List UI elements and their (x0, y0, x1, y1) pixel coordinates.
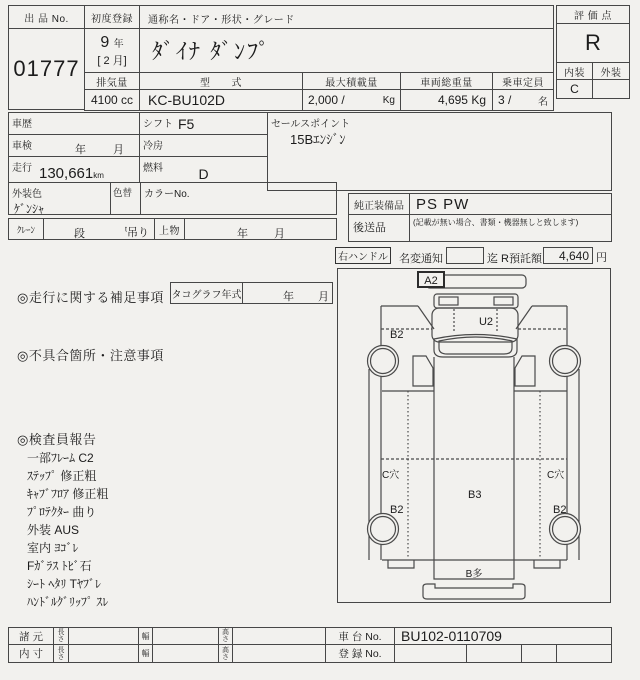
sales-point-label: セールスポイント (271, 119, 351, 130)
displacement-label: 排気量 (96, 77, 128, 89)
dims-height-value (232, 627, 326, 645)
damage-label-bed: B3 (468, 489, 482, 501)
model-value (139, 89, 303, 111)
deposit-box (543, 247, 593, 264)
capacity-value (492, 89, 554, 111)
chassis-no-text: BU102-0110709 (401, 628, 502, 644)
damage-label-rear: B多 (465, 569, 483, 580)
model-header (139, 72, 303, 90)
payload-amount: 2,000 / (308, 93, 345, 107)
damage-label-hole-right: C穴 (547, 470, 565, 481)
crane-lift-unit: 吊り (127, 227, 149, 239)
later-label: 後送品 (353, 222, 386, 234)
front-panel (434, 294, 518, 308)
lot-no-label: 出 品 No. (24, 13, 69, 25)
tachograph-value-cell (242, 282, 333, 304)
shift-label: シフト (143, 119, 173, 130)
dims-width-header (138, 627, 153, 645)
inner-height-value (232, 644, 326, 663)
gvw-value (400, 89, 493, 111)
payload-header (302, 72, 401, 90)
fuel-label: 燃料 (143, 163, 163, 174)
capacity-unit: 名 (538, 96, 548, 108)
interior-grade: C (556, 79, 593, 99)
body-label: 上物 (159, 225, 180, 237)
vehicle-name-value (139, 28, 554, 73)
windshield-inner (439, 337, 512, 354)
first-reg-year: 9 (100, 33, 110, 51)
inspector-item: ｷｬﾌﾞﾌﾛｱ 修正粗 (27, 487, 109, 501)
oem-label: 純正装備品 (354, 200, 404, 212)
model-label: 型 式 (200, 77, 242, 89)
defect-title: ◎不具合箇所・注意事項 (17, 348, 164, 363)
sales-point-box (267, 112, 612, 191)
body-label-cell (154, 218, 185, 240)
first-reg-value (84, 28, 140, 73)
lot-no-value: 01777 (8, 28, 85, 110)
history-cell (8, 112, 140, 135)
reg-no-cell-3 (521, 644, 557, 663)
inspector-item: ﾌﾟﾛﾃｸﾀｰ 曲り (27, 505, 97, 519)
inspection-label: 車検 (12, 141, 32, 152)
ac-cell (139, 134, 268, 157)
rhd-box (335, 247, 391, 264)
reg-no-cell-1 (394, 644, 467, 663)
interior-header (556, 62, 593, 80)
damage-label-front-left: B2 (390, 329, 404, 341)
name-label: 通称名・ドア・形状・グレード (148, 15, 295, 26)
mileage-cell (8, 156, 140, 183)
wheel-front-right (550, 346, 581, 377)
reg-no-cell-2 (466, 644, 522, 663)
payload-value (302, 89, 401, 111)
inner-length-header (53, 644, 69, 663)
mileage-note-title: ◎走行に関する補足事項 (17, 290, 164, 305)
reg-no-label: 登 録 No. (338, 648, 382, 660)
shift-cell (139, 112, 268, 135)
body-month-unit: 月 (274, 228, 285, 240)
score-label: 評 価 点 (573, 11, 613, 22)
capacity-header (492, 72, 554, 90)
dims-row-header (8, 627, 54, 645)
length-label: 長さ (57, 646, 65, 661)
rear-notch-left (388, 560, 414, 568)
truck-top-view (338, 269, 610, 602)
damage-label-hole-left: C穴 (382, 470, 400, 481)
damage-label-rear-left: B2 (390, 504, 404, 516)
first-reg-year-unit: 年 (113, 38, 124, 50)
first-reg-label: 初度登録 (91, 13, 133, 25)
rhd-label: 右ハンドル (338, 252, 388, 263)
chassis-no-value (394, 627, 612, 645)
inner-row-header (8, 644, 54, 663)
crane-ton-unit: t (125, 226, 127, 234)
inner-row-label: 内 寸 (19, 648, 43, 660)
first-reg-year-line (100, 34, 123, 52)
displacement-value: 4100 cc (84, 89, 140, 111)
vehicle-name-text: ﾀﾞｲﾅ ﾀﾞﾝﾌﾟ (152, 39, 272, 64)
ext-color-label: 外装色 (12, 189, 42, 200)
door-right (515, 356, 535, 386)
chassis-no-header (325, 627, 395, 645)
ext-color-value: ｹﾞﾝｼｬ (14, 202, 45, 216)
inner-width-header (138, 644, 153, 663)
damage-label-roof: U2 (478, 316, 494, 328)
damage-label-front: A2 (424, 275, 438, 287)
until-deposit-label: 迄 R預託額 (487, 253, 542, 265)
score-header (556, 5, 630, 24)
dims-height-header (218, 627, 233, 645)
chassis-no-label: 車 台 No. (338, 630, 382, 643)
wheel-rear-left (368, 514, 399, 545)
later-note: (記載が無い場合、書類・機器無しと致します) (413, 218, 579, 227)
payload-unit: Kg (382, 94, 395, 106)
first-reg-header (84, 5, 140, 29)
deposit-value: 4,640 (558, 248, 589, 263)
shift-value: F5 (178, 116, 195, 132)
ac-label: 冷房 (143, 141, 163, 152)
front-light-left (439, 297, 458, 305)
name-header (139, 5, 554, 29)
inner-width-value (152, 644, 219, 663)
gvw-label: 車両総重量 (420, 77, 473, 89)
inspection-year-unit: 年 (75, 144, 86, 156)
name-change-label: 名変通知 (399, 253, 443, 265)
mileage-value-wrap (39, 165, 104, 183)
width-label: 幅 (141, 631, 150, 641)
exterior-header (592, 62, 630, 80)
displacement-header (84, 72, 140, 90)
tachograph-year-unit: 年 (283, 291, 294, 303)
inspection-month-unit: 月 (113, 144, 124, 156)
inspector-item: Fｶﾞﾗｽ ﾄﾋﾞ石 (27, 559, 92, 573)
tachograph-label: タコグラフ年式 (171, 289, 242, 301)
sales-point-value: 15Bｴﾝｼﾞﾝ (290, 132, 346, 147)
crane-stage-unit: 段 (74, 228, 85, 240)
rear-notch-right (534, 560, 560, 568)
exterior-grade (592, 79, 630, 99)
height-label: 高さ (222, 646, 229, 661)
name-change-box (446, 247, 484, 264)
mileage-label: 走行 (12, 163, 32, 174)
dims-row-label: 諸 元 (19, 630, 43, 643)
tachograph-label-cell (170, 282, 243, 304)
color-no-label: カラーNo. (144, 189, 190, 200)
interior-label: 内装 (564, 67, 585, 79)
height-label: 高さ (222, 629, 229, 643)
score-value: R (556, 23, 630, 63)
payload-label: 最大積載量 (325, 77, 378, 89)
body-year-unit: 年 (237, 228, 248, 240)
damage-diagram (337, 268, 611, 603)
history-label: 車歴 (12, 119, 32, 130)
oem-value: PS PW (416, 195, 470, 213)
inspector-item: ﾊﾝﾄﾞﾙｸﾞﾘｯﾌﾟ ｽﾚ (27, 595, 109, 609)
capacity-amount: 3 / (498, 93, 512, 107)
inspector-item: ｼｰﾄ ﾍﾀﾘ Tﾔﾌﾞﾚ (27, 577, 101, 591)
first-reg-month: [ 2 月] (97, 54, 127, 67)
inspector-item: 室内 ﾖｺﾞﾚ (27, 541, 79, 555)
reg-no-header (325, 644, 395, 663)
reg-no-cell-4 (556, 644, 612, 663)
width-label: 幅 (141, 649, 150, 658)
inspection-cell (8, 134, 140, 157)
inspector-item: ｽﾃｯﾌﾟ 修正粗 (27, 469, 97, 483)
capacity-label: 乗車定員 (502, 77, 544, 89)
wheel-rear-right (550, 514, 581, 545)
gvw-header (400, 72, 493, 90)
repaint-cell (110, 182, 141, 215)
fuel-value: D (198, 166, 209, 182)
inner-length-value (68, 644, 139, 663)
model-text: KC-BU102D (148, 92, 226, 108)
later-note-cell (409, 214, 612, 242)
crane-cell (8, 218, 44, 240)
crane-spec-cell (43, 218, 155, 240)
ext-color-cell (8, 182, 111, 215)
wheel-front-left (368, 346, 399, 377)
lot-no-header (8, 5, 85, 29)
inner-height-header (218, 644, 233, 663)
oem-value-cell (409, 193, 612, 215)
exterior-label: 外装 (600, 67, 622, 79)
inspector-title: ◎検査員報告 (17, 432, 97, 447)
fuel-cell (139, 156, 268, 183)
body-date-cell (184, 218, 337, 240)
crane-label: ｸﾚｰﾝ (16, 224, 35, 235)
front-light-right (494, 297, 513, 305)
tachograph-month-unit: 月 (318, 291, 329, 303)
inspector-item: 外装 AUS (27, 523, 80, 537)
dims-length-header (53, 627, 69, 645)
dims-length-value (68, 627, 139, 645)
inspector-item: 一部ﾌﾚｰﾑ C2 (27, 451, 94, 465)
door-left (413, 356, 433, 386)
oem-label-cell (348, 193, 410, 215)
yen-unit: 円 (596, 252, 607, 264)
dims-width-value (152, 627, 219, 645)
later-label-cell (348, 214, 410, 242)
crane-lift-wrap (125, 224, 149, 240)
rear-bumper (423, 584, 525, 599)
length-label: 長さ (57, 629, 65, 643)
mileage-value: 130,661 (39, 165, 94, 182)
repaint-label: 色替 (113, 188, 133, 199)
damage-label-rear-right: B2 (553, 504, 567, 516)
mileage-unit: km (93, 171, 104, 180)
gvw-amount: 4,695 Kg (437, 93, 486, 107)
